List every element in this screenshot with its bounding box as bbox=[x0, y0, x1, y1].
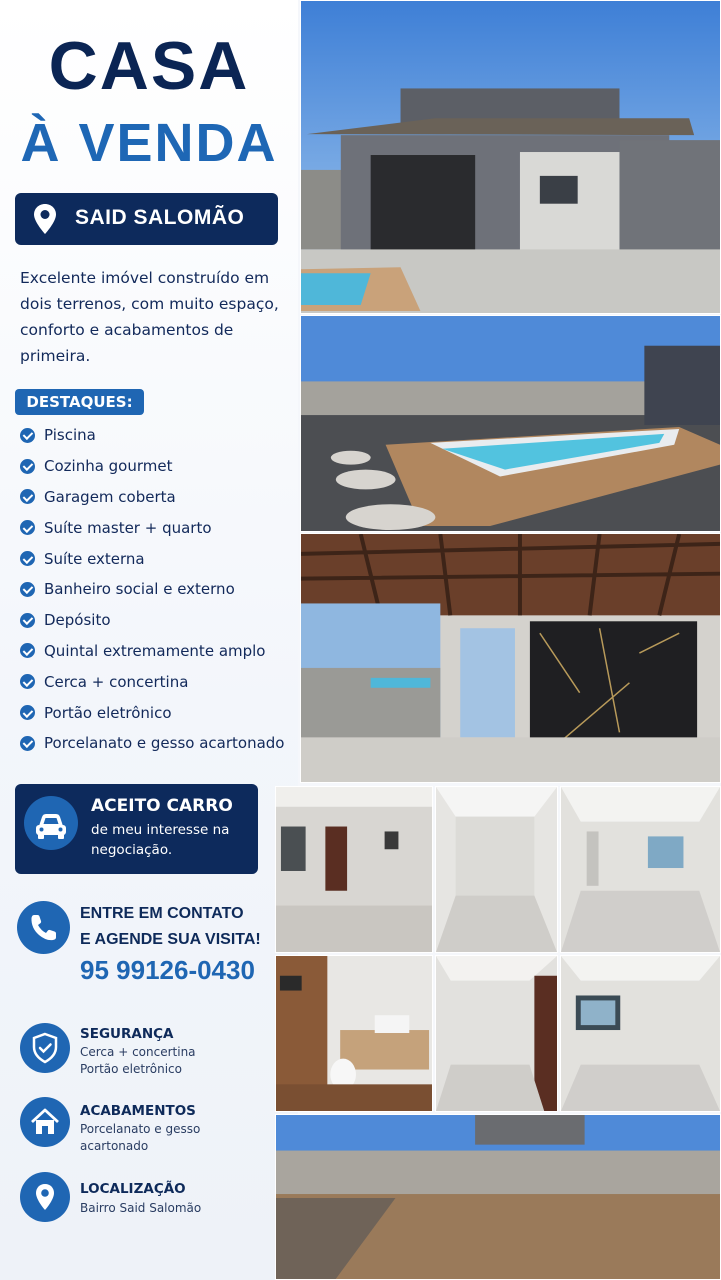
highlight-text: Portão eletrônico bbox=[44, 703, 172, 722]
list-item bbox=[20, 666, 295, 697]
description: Excelente imóvel construído em dois terrenos, com muito espaço, conforto e acabamentos de primeira. bbox=[20, 269, 279, 365]
photo-interior-hall bbox=[435, 786, 558, 953]
photo-interior-corridor bbox=[435, 955, 558, 1112]
photo-gourmet-area bbox=[300, 533, 721, 783]
photo-bathroom bbox=[275, 955, 433, 1112]
highlight-text: Piscina bbox=[44, 426, 96, 445]
list-item bbox=[20, 574, 295, 605]
list-item bbox=[20, 451, 295, 482]
house-icon bbox=[20, 1097, 70, 1147]
info-title-location: LOCALIZAÇÃO bbox=[80, 1181, 186, 1197]
check-icon bbox=[20, 551, 35, 566]
phone-icon bbox=[17, 901, 70, 954]
info-line: Bairro Said Salomão bbox=[80, 1201, 202, 1215]
photo-interior-room bbox=[560, 955, 721, 1112]
list-item bbox=[20, 420, 295, 451]
check-icon bbox=[20, 674, 35, 689]
list-item bbox=[20, 512, 295, 543]
list-item bbox=[20, 605, 295, 636]
map-pin-icon bbox=[20, 1172, 70, 1222]
phone-number[interactable]: 95 99126-0430 bbox=[80, 955, 255, 985]
shield-check-icon bbox=[20, 1023, 70, 1073]
check-icon bbox=[20, 428, 35, 443]
photo-interior-kitchen bbox=[275, 786, 433, 953]
highlight-text: Suíte master + quarto bbox=[44, 518, 212, 537]
check-icon bbox=[20, 489, 35, 504]
check-icon bbox=[20, 582, 35, 597]
list-item bbox=[20, 636, 295, 667]
car-offer-subtitle: de meu interesse na negociação. bbox=[91, 822, 230, 858]
highlight-text: Depósito bbox=[44, 611, 111, 630]
highlight-text: Suíte externa bbox=[44, 549, 145, 568]
highlight-text: Porcelanato e gesso acartonado bbox=[44, 734, 285, 753]
info-panel bbox=[0, 0, 298, 1280]
list-item bbox=[20, 728, 295, 759]
contact-line-2: E AGENDE SUA VISITA! bbox=[80, 931, 261, 948]
title-line-2: À VENDA bbox=[20, 113, 278, 173]
title-line-1: CASA bbox=[48, 28, 250, 104]
check-icon bbox=[20, 459, 35, 474]
highlight-text: Garagem coberta bbox=[44, 487, 176, 506]
car-offer-title: ACEITO CARRO bbox=[91, 796, 233, 816]
highlights-list bbox=[20, 420, 295, 759]
check-icon bbox=[20, 643, 35, 658]
car-offer-box bbox=[15, 784, 258, 874]
highlight-text: Cozinha gourmet bbox=[44, 457, 173, 476]
info-line: acartonado bbox=[80, 1139, 149, 1153]
photo-interior-bedroom bbox=[560, 786, 721, 953]
photo-backyard bbox=[275, 1114, 721, 1280]
info-line: Porcelanato e gesso bbox=[80, 1122, 201, 1136]
location-badge-text: SAID SALOMÃO bbox=[75, 206, 245, 229]
check-icon bbox=[20, 520, 35, 535]
info-title-security: SEGURANÇA bbox=[80, 1026, 174, 1042]
contact-line-1: ENTRE EM CONTATO bbox=[80, 905, 244, 922]
map-pin-icon bbox=[33, 203, 57, 235]
location-badge bbox=[15, 193, 278, 245]
list-item bbox=[20, 482, 295, 513]
check-icon bbox=[20, 736, 35, 751]
highlights-label: DESTAQUES: bbox=[15, 389, 144, 415]
check-icon bbox=[20, 613, 35, 628]
list-item bbox=[20, 697, 295, 728]
list-item bbox=[20, 543, 295, 574]
car-icon bbox=[24, 796, 78, 850]
info-title-finishes: ACABAMENTOS bbox=[80, 1103, 196, 1119]
photo-house-facade bbox=[300, 0, 721, 314]
highlight-text: Quintal extremamente amplo bbox=[44, 641, 266, 660]
highlight-text: Banheiro social e externo bbox=[44, 580, 235, 599]
check-icon bbox=[20, 705, 35, 720]
highlight-text: Cerca + concertina bbox=[44, 672, 189, 691]
info-line: Portão eletrônico bbox=[80, 1062, 182, 1076]
info-line: Cerca + concertina bbox=[80, 1045, 196, 1059]
photo-pool bbox=[300, 315, 721, 532]
